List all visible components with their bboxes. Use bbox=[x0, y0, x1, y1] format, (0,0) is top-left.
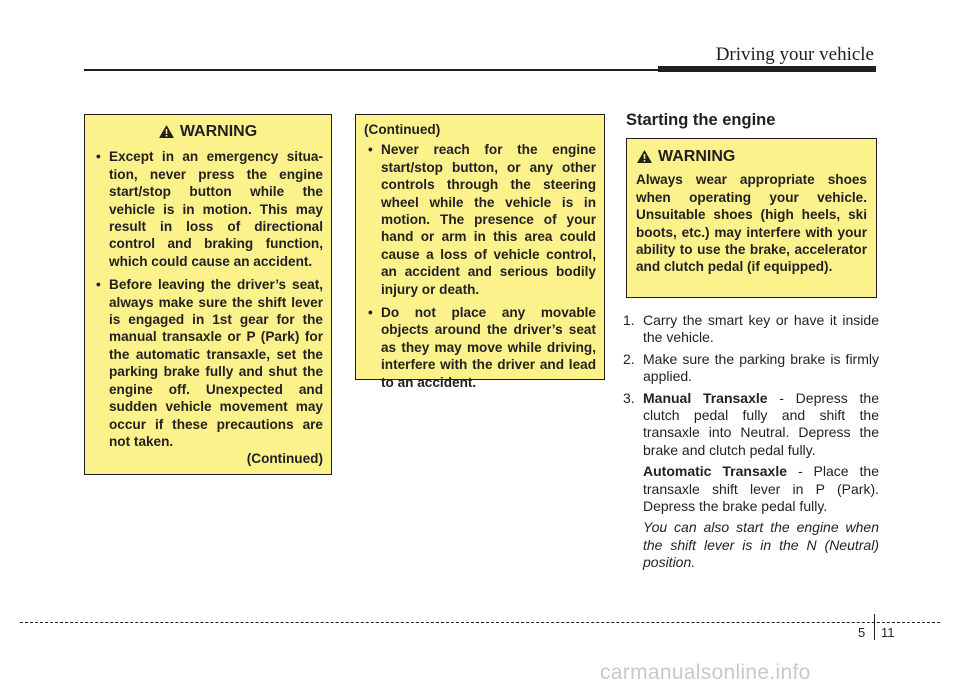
warning-box-middle bbox=[355, 114, 605, 390]
page-number: 11 bbox=[881, 625, 895, 640]
step-note: You can also start the engine when the shift lever is in the N (Neutral) position. bbox=[643, 519, 879, 571]
page-number-divider bbox=[874, 614, 875, 640]
warning-box-left bbox=[84, 114, 332, 475]
step-3: 3. Manual Transaxle - Depress the clutch pedal fully and shift the transaxle into Neutral. Depress the brake and clutch pedal fully. bbox=[623, 389, 879, 458]
section-title: Starting the engine bbox=[626, 111, 776, 129]
warning-right-text: Always wear appropriate shoes when operating your vehicle. Unsuitable shoes (high heels, ski boots, etc.) may interfere with your ability to use the brake, accelerator and clutch pedal (if equipped). bbox=[636, 172, 867, 275]
warning-heading: WARNING bbox=[92, 123, 323, 140]
list-item: • Never reach for the engine start/stop button, or any other controls through the steering wheel while the vehicle is in motion. The presence of your hand or arm in this area could cause a loss of vehicle control, an accident and serious bodily injury or death. bbox=[368, 142, 596, 297]
warning-middle-list bbox=[364, 141, 596, 391]
warning-triangle-icon bbox=[636, 149, 653, 164]
footer-rule bbox=[20, 622, 940, 623]
step-2: 2. Make sure the parking brake is firmly applied. bbox=[623, 350, 879, 385]
list-item: • Before leaving the driver’s seat, always make sure the shift lever is engaged in 1st gear for the manual transaxle or P (Park) for the automatic transaxle, set the parking brake fully and shut the engine off. Unexpected and sudden vehicle movement may occur if these precautions are not taken. bbox=[96, 277, 323, 449]
step-3-automatic: Automatic Transaxle - Place the transaxle shift lever in P (Park). Depress the brake pedal fully. bbox=[643, 463, 879, 515]
warning-heading: WARNING bbox=[636, 148, 867, 165]
continued-label: (Continued) bbox=[246, 451, 323, 467]
step-1: 1. Carry the smart key or have it inside the vehicle. bbox=[623, 312, 879, 346]
starting-steps bbox=[623, 312, 879, 572]
list-item: • Do not place any movable objects around the driver’s seat as they may move while driving, interfere with the driver and lead to an accident. bbox=[368, 305, 596, 390]
watermark: carmanualsonline.info bbox=[600, 661, 811, 684]
warning-left-list bbox=[92, 148, 323, 450]
warning-box-right bbox=[626, 138, 877, 298]
chapter-number: 5 bbox=[858, 625, 866, 640]
header-rule-thick bbox=[658, 66, 876, 72]
continued-label: (Continued) bbox=[364, 122, 441, 137]
warning-triangle-icon bbox=[158, 124, 175, 139]
list-item: • Except in an emergency situation, never press the engine start/stop button while the vehicle is in motion. This may result in loss of directional control and braking function, which could cause an accident. bbox=[96, 149, 323, 269]
page-header-title: Driving your vehicle bbox=[715, 44, 874, 65]
